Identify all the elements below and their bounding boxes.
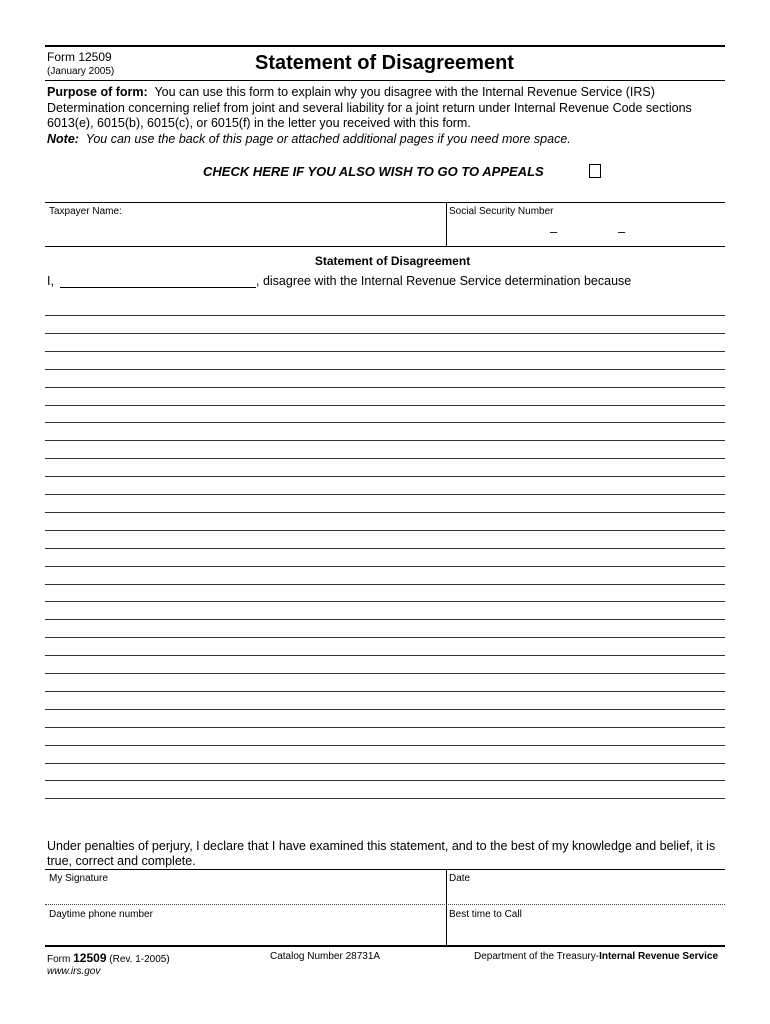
perjury-line-1: Under penalties of perjury, I declare that I have examined this statement, and to the best of my knowledge and belief, it is bbox=[47, 839, 716, 853]
footer-form-number: 12509 bbox=[73, 951, 107, 965]
statement-line[interactable] bbox=[45, 333, 725, 334]
statement-line[interactable] bbox=[45, 780, 725, 781]
note-label: Note: bbox=[47, 131, 79, 146]
page-title: Statement of Disagreement bbox=[255, 52, 514, 74]
purpose-text-1: You can use this form to explain why you disagree with the Internal Revenue Service (IRS) bbox=[154, 85, 655, 99]
statement-name-blank[interactable] bbox=[60, 287, 256, 288]
footer-form-prefix: Form bbox=[47, 954, 71, 965]
statement-line[interactable] bbox=[45, 655, 725, 656]
statement-line[interactable] bbox=[45, 601, 725, 602]
taxpayer-divider bbox=[446, 202, 447, 246]
statement-line[interactable] bbox=[45, 422, 725, 423]
header-bottom-rule bbox=[45, 80, 725, 81]
purpose-label: Purpose of form: bbox=[47, 85, 148, 99]
statement-line[interactable] bbox=[45, 727, 725, 728]
header-top-rule bbox=[45, 45, 725, 47]
footer-top-rule bbox=[45, 945, 725, 947]
statement-line[interactable] bbox=[45, 369, 725, 370]
best-time-label: Best time to Call bbox=[449, 909, 522, 920]
statement-line[interactable] bbox=[45, 548, 725, 549]
statement-line[interactable] bbox=[45, 566, 725, 567]
signature-label: My Signature bbox=[49, 873, 108, 884]
statement-line[interactable] bbox=[45, 637, 725, 638]
statement-line[interactable] bbox=[45, 673, 725, 674]
perjury-line-2: true, correct and complete. bbox=[47, 854, 196, 868]
statement-line[interactable] bbox=[45, 530, 725, 531]
statement-line[interactable] bbox=[45, 691, 725, 692]
signature-top-rule bbox=[45, 869, 725, 870]
form-date: (January 2005) bbox=[47, 66, 115, 77]
ssn-label: Social Security Number bbox=[449, 206, 554, 217]
note-text: You can use the back of this page or attached additional pages if you need more space. bbox=[85, 131, 571, 146]
signature-row-rule bbox=[45, 904, 725, 905]
statement-line[interactable] bbox=[45, 512, 725, 513]
footer-dept-prefix: Department of the Treasury- bbox=[474, 951, 600, 962]
signature-divider bbox=[446, 869, 447, 946]
footer-dept-bold: Internal Revenue Service bbox=[599, 951, 719, 962]
footer-department bbox=[474, 951, 718, 962]
statement-line[interactable] bbox=[45, 387, 725, 388]
taxpayer-name-label: Taxpayer Name: bbox=[49, 206, 122, 217]
statement-line[interactable] bbox=[45, 315, 725, 316]
purpose-text-2: Determination concerning relief from joint and several liability for a joint return under Internal Revenue Code sections bbox=[47, 100, 692, 115]
footer-rev: (Rev. 1-2005) bbox=[109, 954, 170, 965]
appeals-checkbox[interactable] bbox=[589, 164, 601, 178]
statement-line[interactable] bbox=[45, 709, 725, 710]
statement-line[interactable] bbox=[45, 745, 725, 746]
statement-line[interactable] bbox=[45, 351, 725, 352]
taxpayer-name-input[interactable] bbox=[49, 222, 443, 242]
taxpayer-top-rule bbox=[45, 202, 725, 203]
statement-prefix: I, bbox=[47, 274, 54, 288]
ssn-dash-2: – bbox=[618, 224, 626, 239]
ssn-dash-1: – bbox=[550, 224, 558, 239]
appeals-label: CHECK HERE IF YOU ALSO WISH TO GO TO APPEALS bbox=[203, 164, 544, 179]
statement-line[interactable] bbox=[45, 476, 725, 477]
purpose-note bbox=[47, 132, 571, 148]
statement-line[interactable] bbox=[45, 405, 725, 406]
statement-line[interactable] bbox=[45, 458, 725, 459]
phone-label: Daytime phone number bbox=[49, 909, 153, 920]
date-label: Date bbox=[449, 873, 471, 884]
footer-form bbox=[47, 951, 170, 965]
statement-line[interactable] bbox=[45, 440, 725, 441]
form-number: Form 12509 bbox=[47, 50, 112, 64]
statement-line[interactable] bbox=[45, 798, 725, 799]
statement-suffix: , disagree with the Internal Revenue Service determination because bbox=[256, 274, 632, 288]
statement-heading: Statement of Disagreement bbox=[314, 254, 471, 268]
taxpayer-bottom-rule bbox=[45, 246, 725, 247]
footer-website[interactable]: www.irs.gov bbox=[47, 966, 101, 977]
statement-line[interactable] bbox=[45, 494, 725, 495]
statement-line[interactable] bbox=[45, 619, 725, 620]
footer-catalog: Catalog Number 28731A bbox=[270, 951, 381, 962]
statement-line[interactable] bbox=[45, 584, 725, 585]
statement-line[interactable] bbox=[45, 763, 725, 764]
purpose-text-3: 6013(e), 6015(b), 6015(c), or 6015(f) in the letter you received with this form. bbox=[47, 116, 471, 130]
purpose-line-1 bbox=[47, 85, 655, 101]
